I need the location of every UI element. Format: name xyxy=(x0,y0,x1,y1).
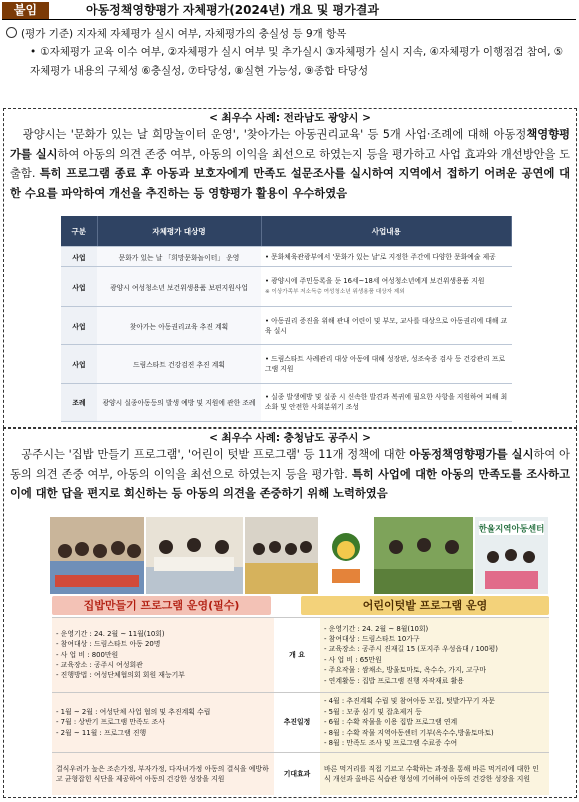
table-row xyxy=(61,345,512,383)
page-title: 아동정책영향평가 자체평가(2024년) 개요 및 평가결과 xyxy=(86,3,379,17)
row-label: 기대효과 xyxy=(274,753,320,795)
case2-text-part2: 하여 아동의 의견 존중 여부, 아동의 이익을 최선으로 하였는지 등을 평가함. xyxy=(10,448,570,481)
line: - 8월 : 수확 작물 지역아동센터 기부(옥수수,방울토마토) xyxy=(324,728,494,737)
row-desc xyxy=(261,267,512,307)
table-row xyxy=(52,618,549,693)
row-label: 개 요 xyxy=(274,618,320,693)
group-photo-1 xyxy=(50,517,144,594)
case1-heading: < 최우수 사례: 전라남도 광양시 > xyxy=(209,112,371,124)
circle-bullet-icon xyxy=(6,27,17,38)
line: - 참여대상 : 드림스타트 10가구 xyxy=(324,635,420,643)
table-header-name: 자체평가 대상명 xyxy=(97,216,261,247)
left-cell xyxy=(52,618,274,693)
row-name: 드림스타트 건강검진 추진 계획 xyxy=(97,345,261,383)
line: - 8월 : 만족도 조사 및 프로그램 수료증 수여 xyxy=(324,738,458,747)
program-right-title: 어린이텃밭 프로그램 운영 xyxy=(301,596,549,615)
line: - 사 업 비 : 800만원 xyxy=(56,650,119,659)
line: - 6월 : 수확 작물을 이용 집밥 프로그램 연계 xyxy=(324,718,458,727)
row-name: 문화가 있는 날 「희망문화놀이터」 운영 xyxy=(97,247,261,267)
case2-heading: < 최우수 사례: 충청남도 공주시 > xyxy=(209,432,371,444)
right-cell xyxy=(320,692,549,753)
row-note: ※ 이상가족부 저소득층 여성청소년 위생용품 대상자 제외 xyxy=(265,289,405,296)
case1-text-part2: 하여 아동의 의견 존중 여부, 아동의 이익을 최선으로 하였는지 등을 평가하고 사업 효과와 개선방안을 도출함. xyxy=(10,147,570,180)
row-type: 사업 xyxy=(61,267,97,307)
line: - 1월 ~ 2월 : 여성단체 사업 협의 및 추진계획 수립 xyxy=(56,707,211,716)
criteria-line xyxy=(6,26,346,42)
case1-text-bold2: 특히 프로그램 종료 후 아동과 보호자에게 만족도 설문조사를 실시하여 지역에서 접하기 어려운 공연에 대한 수요를 파악하여 개선을 추진하는 등 영향평가 활용이 우수하였음 xyxy=(10,167,570,200)
left-cell xyxy=(52,692,274,753)
table-row xyxy=(61,307,512,345)
case2-text-bold1: 아동정책영향평가를 실시 xyxy=(409,448,534,461)
line: - 5월 : 모종 심기 및 잡초제거 등 xyxy=(324,707,422,716)
line: - 4월 : 추진계획 수립 및 참여아동 모집, 텃밭가꾸기 자문 xyxy=(324,697,495,706)
center-photo xyxy=(475,517,548,594)
appendix-tag: 붙임 xyxy=(2,2,49,19)
garden-photo xyxy=(374,517,473,594)
cooking-photo xyxy=(146,517,243,594)
table-row xyxy=(52,692,549,753)
row-name: 광양시 여성청소년 보건위생용품 보편지원사업 xyxy=(97,267,261,307)
line: - 교육장소 : 공주시 진재길 15 (포지주 우성읍대 / 100평) xyxy=(324,645,498,654)
row-name: 광양시 실종아동등의 발생 예방 및 지원에 관한 조례 xyxy=(97,383,261,421)
case2-text xyxy=(4,445,576,504)
row-desc: • 드림스타트 사례관리 대상 아동에 대해 성장판, 성조숙증 검사 등 건강관리 프로그램 지원 xyxy=(261,345,512,383)
case1-text-part1: 광양시는 '문화가 있는 날 희망놀이터 운영', '찾아가는 아동권리교육' 등 5개 사업·조례에 대해 아동정 xyxy=(22,128,527,141)
right-cell xyxy=(320,618,549,693)
line: - 사 업 비 : 65만원 xyxy=(324,655,382,664)
right-cell: 바른 먹거리를 직접 기르고 수확하는 과정을 통해 바른 먹거리에 대한 인식 개선과 올바른 식습관 형성에 기여하여 아동의 건강한 성장을 지원 xyxy=(320,753,549,795)
table-row xyxy=(61,383,512,421)
case1-text xyxy=(4,125,576,203)
table-row xyxy=(52,753,549,795)
table-header-desc: 사업내용 xyxy=(261,216,512,247)
center-banner-text: 한울지역아동센터 xyxy=(478,524,545,535)
row-desc: • 문화체육관광부에서 '문화가 있는 날'로 지정한 주간에 다양한 문화예술 제공 xyxy=(261,247,512,267)
mascot-illustration xyxy=(320,517,372,594)
row-type: 사업 xyxy=(61,345,97,383)
row-type: 조례 xyxy=(61,383,97,421)
row-name: 찾아가는 아동권리교육 추진 계획 xyxy=(97,307,261,345)
line: - 2월 ~ 11월 : 프로그램 진행 xyxy=(56,728,147,737)
bullet-icon: • xyxy=(30,46,37,58)
table-header-type: 구분 xyxy=(61,216,97,247)
program-table xyxy=(52,617,549,795)
line: - 연계활동 : 집밥 프로그램 진행 자작재료 활용 xyxy=(324,676,464,685)
line: - 진행방법 : 여성단체협의회 회원 재능기부 xyxy=(56,671,185,680)
group-photo-2 xyxy=(245,517,318,594)
criteria-items xyxy=(30,43,570,81)
row-type: 사업 xyxy=(61,307,97,345)
row-desc: • 실종 발생예방 및 실종 시 신속한 발견과 복귀에 필요한 사항을 지원하여 피해 최소화 및 안전한 사회분위기 조성 xyxy=(261,383,512,421)
table-row xyxy=(61,247,512,267)
criteria-text: (평가 기준) 지자체 자체평가 실시 여부, 자체평가의 충실성 등 9개 항목 xyxy=(21,28,347,40)
case1-text-bold1: 책영향평가를 실시 xyxy=(10,128,570,161)
program-left-title: 집밥만들기 프로그램 운영(필수) xyxy=(52,596,271,615)
case2-text-bold2: 특히 사업에 대한 아동의 만족도를 조사하고 이에 대한 답을 편지로 회신하는 등 아동의 의견을 존중하기 위해 노력하였음 xyxy=(10,467,570,500)
case1-table xyxy=(61,216,512,422)
program-photos xyxy=(50,517,548,594)
case2-text-part1: 공주시는 '집밥 만들기 프로그램', '어린이 텃밭 프로그램' 등 11개 정책에 대한 xyxy=(21,448,410,461)
line: - 주요작물 : 쌈채소, 방울토마토, 옥수수, 가지, 고구마 xyxy=(324,666,487,675)
line: - 교육장소 : 공주시 여성회관 xyxy=(56,661,143,670)
row-desc-text: • 광양시에 주민등록을 둔 16세~18세 여성청소년에게 보건위생용품 지원 xyxy=(265,277,485,286)
row-label: 추진일정 xyxy=(274,692,320,753)
left-cell: 결식우려가 높은 조손가정, 부자가정, 다자녀가정 아동의 결식을 예방하고 균형잡힌 식단을 제공하여 아동의 건강한 성장을 지원 xyxy=(52,753,274,795)
row-desc: • 아동권리 증진을 위해 관내 어린이 및 부모, 교사를 대상으로 아동권리에 대해 교육 실시 xyxy=(261,307,512,345)
line: - 운영기간 : 24. 2월 ~ 8월(10회) xyxy=(324,624,429,633)
line: - 7월 : 상반기 프로그램 만족도 조사 xyxy=(56,718,165,727)
row-type: 사업 xyxy=(61,247,97,267)
criteria-items-text: ①자체평가 교육 이수 여부, ②자체평가 실시 여부 및 추가실시 ③자체평가 실시 지속, ④자체평가 이행점검 참여, ⑤자체평가 내용의 구체성 ⑥충실성, ⑦타당성, ⑧실현 가능성, ⑨종합 타당성 xyxy=(30,46,564,77)
line: - 참여대상 : 드림스타트 아동 20명 xyxy=(56,640,161,649)
table-row xyxy=(61,267,512,307)
section-header xyxy=(2,2,576,20)
line: - 운영기간 : 24. 2월 ~ 11월(10회) xyxy=(56,629,165,638)
